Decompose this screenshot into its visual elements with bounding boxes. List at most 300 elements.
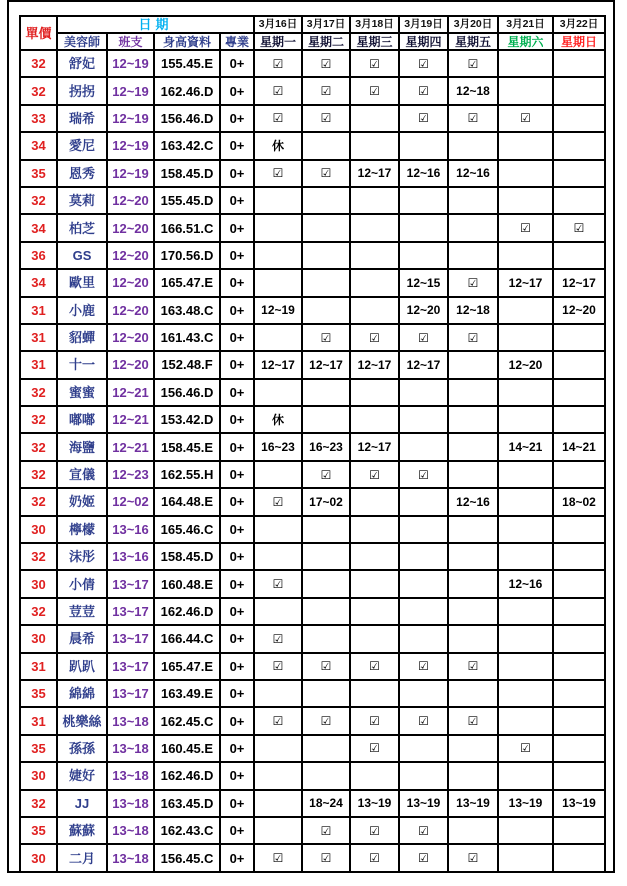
schedule-cell: ☑: [302, 160, 350, 187]
schedule-cell: [553, 817, 605, 844]
table-row: [20, 790, 605, 817]
shift-cell: 12~21: [107, 379, 154, 406]
schedule-cell: ☑: [254, 488, 302, 515]
schedule-cell: [302, 762, 350, 789]
schedule-cell: [350, 187, 399, 214]
schedule-cell: [553, 132, 605, 159]
price-cell: 33: [20, 105, 57, 132]
specialty-cell: 0+: [220, 132, 254, 159]
schedule-cell: [553, 844, 605, 871]
schedule-cell: ☑: [350, 50, 399, 77]
schedule-cell: [302, 543, 350, 570]
schedule-cell: ☑: [350, 707, 399, 734]
schedule-cell: [350, 598, 399, 625]
name-cell: 貂蟬: [57, 324, 107, 351]
schedule-cell: [553, 105, 605, 132]
schedule-cell: [399, 242, 448, 269]
schedule-cell: [448, 379, 498, 406]
shift-cell: 12~19: [107, 105, 154, 132]
profile-cell: 162.46.D: [154, 77, 220, 104]
schedule-cell: [448, 762, 498, 789]
schedule-cell: ☑: [254, 625, 302, 652]
name-cell: 沫彤: [57, 543, 107, 570]
schedule-cell: [302, 735, 350, 762]
schedule-cell: [302, 214, 350, 241]
table-row: [20, 680, 605, 707]
specialty-cell: 0+: [220, 516, 254, 543]
shift-cell: 13~18: [107, 762, 154, 789]
schedule-cell: [254, 762, 302, 789]
schedule-cell: [254, 379, 302, 406]
schedule-cell: [399, 187, 448, 214]
schedule-cell: ☑: [448, 707, 498, 734]
schedule-cell: [553, 351, 605, 378]
schedule-cell: [302, 132, 350, 159]
beautician-header: 美容師: [57, 33, 107, 50]
shift-cell: 12~21: [107, 406, 154, 433]
schedule-cell: 13~19: [448, 790, 498, 817]
price-cell: 30: [20, 762, 57, 789]
schedule-cell: 13~19: [399, 790, 448, 817]
schedule-cell: ☑: [254, 105, 302, 132]
weekday-header: 星期五: [448, 33, 498, 50]
date-header: 3月20日: [448, 16, 498, 33]
schedule-cell: ☑: [350, 461, 399, 488]
specialty-cell: 0+: [220, 570, 254, 597]
schedule-cell: [498, 50, 553, 77]
name-cell: 愛尼: [57, 132, 107, 159]
schedule-cell: [553, 680, 605, 707]
profile-cell: 158.45.D: [154, 543, 220, 570]
schedule-cell: ☑: [350, 817, 399, 844]
schedule-cell: [553, 516, 605, 543]
schedule-cell: 12~20: [498, 351, 553, 378]
header-row-subcolumns: [20, 33, 605, 50]
price-cell: 32: [20, 461, 57, 488]
schedule-cell: [254, 735, 302, 762]
price-cell: 31: [20, 324, 57, 351]
name-cell: GS: [57, 242, 107, 269]
schedule-cell: ☑: [302, 50, 350, 77]
profile-cell: 165.47.E: [154, 653, 220, 680]
profile-cell: 165.47.E: [154, 269, 220, 296]
schedule-cell: ☑: [302, 707, 350, 734]
schedule-cell: ☑: [350, 77, 399, 104]
name-cell: 嘟嘟: [57, 406, 107, 433]
schedule-cell: 12~17: [553, 269, 605, 296]
schedule-cell: [498, 762, 553, 789]
schedule-cell: ☑: [448, 653, 498, 680]
schedule-cell: 12~17: [350, 160, 399, 187]
specialty-cell: 0+: [220, 297, 254, 324]
price-cell: 32: [20, 488, 57, 515]
profile-cell: 152.48.F: [154, 351, 220, 378]
schedule-cell: [399, 214, 448, 241]
shift-cell: 13~18: [107, 735, 154, 762]
schedule-cell: ☑: [350, 844, 399, 871]
schedule-cell: [498, 160, 553, 187]
schedule-cell: ☑: [350, 735, 399, 762]
table-row: [20, 844, 605, 871]
profile-cell: 161.43.C: [154, 324, 220, 351]
profile-cell: 153.42.D: [154, 406, 220, 433]
specialty-cell: 0+: [220, 844, 254, 871]
schedule-cell: 12~17: [498, 269, 553, 296]
table-row: [20, 324, 605, 351]
table-row: [20, 351, 605, 378]
specialty-cell: 0+: [220, 488, 254, 515]
profile-cell: 164.48.E: [154, 488, 220, 515]
price-cell: 30: [20, 516, 57, 543]
schedule-cell: ☑: [254, 50, 302, 77]
name-cell: JJ: [57, 790, 107, 817]
schedule-cell: ☑: [399, 77, 448, 104]
shift-cell: 13~17: [107, 570, 154, 597]
schedule-cell: 14~21: [498, 433, 553, 460]
price-cell: 31: [20, 297, 57, 324]
schedule-cell: 18~02: [553, 488, 605, 515]
table-row: [20, 406, 605, 433]
table-row: [20, 379, 605, 406]
schedule-cell: [254, 680, 302, 707]
price-cell: 35: [20, 160, 57, 187]
name-cell: 小鹿: [57, 297, 107, 324]
schedule-cell: [254, 461, 302, 488]
schedule-cell: [448, 570, 498, 597]
schedule-cell: [448, 242, 498, 269]
profile-cell: 163.42.C: [154, 132, 220, 159]
schedule-cell: [399, 680, 448, 707]
schedule-cell: [553, 707, 605, 734]
schedule-cell: [553, 570, 605, 597]
table-row: [20, 242, 605, 269]
schedule-cell: [302, 379, 350, 406]
shift-cell: 13~17: [107, 653, 154, 680]
schedule-cell: [254, 790, 302, 817]
schedule-cell: ☑: [498, 214, 553, 241]
shift-cell: 12~20: [107, 269, 154, 296]
date-header: 3月17日: [302, 16, 350, 33]
specialty-cell: 0+: [220, 598, 254, 625]
weekday-header: 星期三: [350, 33, 399, 50]
schedule-cell: 13~19: [553, 790, 605, 817]
specialty-cell: 0+: [220, 406, 254, 433]
schedule-cell: ☑: [254, 653, 302, 680]
name-cell: 荳荳: [57, 598, 107, 625]
schedule-cell: [448, 433, 498, 460]
schedule-cell: [553, 598, 605, 625]
schedule-cell: [498, 406, 553, 433]
shift-cell: 12~19: [107, 77, 154, 104]
schedule-cell: [399, 132, 448, 159]
profile-cell: 160.48.E: [154, 570, 220, 597]
schedule-cell: [350, 242, 399, 269]
schedule-table-body: [20, 50, 605, 872]
schedule-cell: 12~19: [254, 297, 302, 324]
schedule-cell: [350, 214, 399, 241]
profile-cell: 158.45.E: [154, 433, 220, 460]
schedule-cell: [350, 625, 399, 652]
schedule-cell: [498, 187, 553, 214]
name-cell: 奶姬: [57, 488, 107, 515]
schedule-cell: 12~15: [399, 269, 448, 296]
schedule-cell: [254, 269, 302, 296]
schedule-cell: [399, 625, 448, 652]
table-row: [20, 625, 605, 652]
specialty-cell: 0+: [220, 269, 254, 296]
name-cell: 婕好: [57, 762, 107, 789]
schedule-cell: ☑: [302, 461, 350, 488]
schedule-cell: [498, 817, 553, 844]
profile-cell: 158.45.D: [154, 160, 220, 187]
schedule-cell: [399, 488, 448, 515]
schedule-cell: [302, 570, 350, 597]
profile-cell: 170.56.D: [154, 242, 220, 269]
schedule-cell: [399, 379, 448, 406]
schedule-cell: ☑: [350, 653, 399, 680]
shift-cell: 12~20: [107, 351, 154, 378]
schedule-cell: [350, 132, 399, 159]
schedule-cell: [448, 214, 498, 241]
schedule-cell: [553, 379, 605, 406]
price-cell: 36: [20, 242, 57, 269]
schedule-cell: ☑: [254, 844, 302, 871]
profile-cell: 162.55.H: [154, 461, 220, 488]
schedule-cell: 12~16: [448, 160, 498, 187]
specialty-cell: 0+: [220, 379, 254, 406]
price-cell: 34: [20, 269, 57, 296]
table-row: [20, 214, 605, 241]
header-row-dates: [20, 16, 605, 33]
schedule-cell: 12~17: [254, 351, 302, 378]
schedule-cell: [399, 570, 448, 597]
schedule-cell: [498, 680, 553, 707]
shift-cell: 13~17: [107, 598, 154, 625]
schedule-cell: ☑: [254, 160, 302, 187]
profile-cell: 162.46.D: [154, 762, 220, 789]
name-cell: 歐里: [57, 269, 107, 296]
unit-price-header: 單價: [20, 16, 57, 50]
schedule-cell: ☑: [302, 324, 350, 351]
schedule-cell: [498, 488, 553, 515]
shift-cell: 12~20: [107, 187, 154, 214]
name-cell: 恩秀: [57, 160, 107, 187]
table-row: [20, 105, 605, 132]
schedule-cell: [498, 543, 553, 570]
table-row: [20, 433, 605, 460]
schedule-cell: [498, 379, 553, 406]
name-cell: 蜜蜜: [57, 379, 107, 406]
schedule-cell: 12~18: [448, 77, 498, 104]
name-cell: 拐拐: [57, 77, 107, 104]
specialty-cell: 0+: [220, 160, 254, 187]
table-row: [20, 570, 605, 597]
table-row: [20, 297, 605, 324]
table-row: [20, 653, 605, 680]
schedule-cell: [448, 406, 498, 433]
shift-cell: 12~19: [107, 160, 154, 187]
price-cell: 32: [20, 790, 57, 817]
schedule-cell: [448, 516, 498, 543]
shift-cell: 13~16: [107, 516, 154, 543]
schedule-cell: [553, 242, 605, 269]
schedule-cell: [448, 680, 498, 707]
name-cell: 趴趴: [57, 653, 107, 680]
specialty-cell: 0+: [220, 680, 254, 707]
schedule-cell: 16~23: [254, 433, 302, 460]
shift-cell: 12~21: [107, 433, 154, 460]
specialty-cell: 0+: [220, 461, 254, 488]
name-cell: 十一: [57, 351, 107, 378]
schedule-cell: [254, 817, 302, 844]
shift-cell: 12~20: [107, 242, 154, 269]
schedule-cell: [498, 598, 553, 625]
table-row: [20, 598, 605, 625]
schedule-cell: ☑: [448, 844, 498, 871]
schedule-cell: 13~19: [498, 790, 553, 817]
schedule-cell: ☑: [448, 50, 498, 77]
name-cell: 桃樂絲: [57, 707, 107, 734]
shift-cell: 12~23: [107, 461, 154, 488]
table-row: [20, 50, 605, 77]
specialty-cell: 0+: [220, 735, 254, 762]
schedule-cell: ☑: [302, 77, 350, 104]
schedule-cell: [498, 707, 553, 734]
schedule-cell: [448, 351, 498, 378]
schedule-cell: ☑: [498, 105, 553, 132]
price-cell: 34: [20, 214, 57, 241]
profile-cell: 156.46.D: [154, 105, 220, 132]
weekday-header: 星期一: [254, 33, 302, 50]
schedule-cell: [350, 488, 399, 515]
shift-header: 班支: [107, 33, 154, 50]
price-cell: 35: [20, 680, 57, 707]
schedule-cell: [254, 598, 302, 625]
schedule-cell: [302, 187, 350, 214]
name-cell: 柏芝: [57, 214, 107, 241]
specialty-cell: 0+: [220, 433, 254, 460]
specialty-cell: 0+: [220, 817, 254, 844]
schedule-cell: [350, 269, 399, 296]
table-row: [20, 735, 605, 762]
shift-cell: 13~17: [107, 680, 154, 707]
specialty-cell: 0+: [220, 77, 254, 104]
name-cell: 海鹽: [57, 433, 107, 460]
table-row: [20, 461, 605, 488]
table-row: [20, 77, 605, 104]
profile-cell: 162.46.D: [154, 598, 220, 625]
shift-cell: 12~19: [107, 132, 154, 159]
schedule-cell: ☑: [448, 105, 498, 132]
schedule-cell: ☑: [448, 324, 498, 351]
specialty-header: 專業: [220, 33, 254, 50]
schedule-cell: ☑: [302, 105, 350, 132]
schedule-cell: [302, 625, 350, 652]
price-cell: 35: [20, 735, 57, 762]
shift-cell: 13~17: [107, 625, 154, 652]
date-header: 3月21日: [498, 16, 553, 33]
schedule-cell: [350, 105, 399, 132]
schedule-cell: [553, 160, 605, 187]
schedule-cell: [350, 406, 399, 433]
schedule-cell: [254, 242, 302, 269]
weekday-header: 星期二: [302, 33, 350, 50]
schedule-cell: [553, 324, 605, 351]
schedule-cell: [448, 461, 498, 488]
shift-cell: 13~18: [107, 790, 154, 817]
price-cell: 32: [20, 77, 57, 104]
date-header: 3月19日: [399, 16, 448, 33]
schedule-cell: [399, 516, 448, 543]
schedule-cell: [302, 297, 350, 324]
schedule-cell: 12~18: [448, 297, 498, 324]
weekday-header: 星期四: [399, 33, 448, 50]
profile-header: 身高資料: [154, 33, 220, 50]
price-cell: 31: [20, 351, 57, 378]
price-cell: 32: [20, 543, 57, 570]
price-cell: 31: [20, 653, 57, 680]
price-cell: 34: [20, 132, 57, 159]
specialty-cell: 0+: [220, 653, 254, 680]
name-cell: 宣儀: [57, 461, 107, 488]
profile-cell: 162.45.C: [154, 707, 220, 734]
name-cell: 晨希: [57, 625, 107, 652]
table-row: [20, 187, 605, 214]
schedule-cell: [553, 50, 605, 77]
table-row: [20, 132, 605, 159]
name-cell: 檸檬: [57, 516, 107, 543]
schedule-cell: 12~17: [302, 351, 350, 378]
shift-cell: 13~18: [107, 844, 154, 871]
table-row: [20, 516, 605, 543]
schedule-cell: 休: [254, 406, 302, 433]
schedule-cell: [399, 735, 448, 762]
name-cell: 孫孫: [57, 735, 107, 762]
schedule-cell: [553, 762, 605, 789]
schedule-cell: 休: [254, 132, 302, 159]
profile-cell: 160.45.E: [154, 735, 220, 762]
schedule-cell: [498, 324, 553, 351]
schedule-cell: [399, 406, 448, 433]
price-cell: 32: [20, 379, 57, 406]
schedule-cell: [350, 762, 399, 789]
schedule-cell: 16~23: [302, 433, 350, 460]
specialty-cell: 0+: [220, 762, 254, 789]
schedule-cell: [254, 214, 302, 241]
schedule-cell: 17~02: [302, 488, 350, 515]
schedule-cell: [302, 598, 350, 625]
price-cell: 30: [20, 570, 57, 597]
schedule-cell: [254, 543, 302, 570]
profile-cell: 166.44.C: [154, 625, 220, 652]
schedule-cell: [254, 187, 302, 214]
schedule-cell: ☑: [399, 50, 448, 77]
profile-cell: 163.49.E: [154, 680, 220, 707]
schedule-cell: ☑: [399, 105, 448, 132]
shift-cell: 13~18: [107, 707, 154, 734]
schedule-cell: ☑: [302, 653, 350, 680]
schedule-cell: [448, 543, 498, 570]
schedule-cell: [553, 543, 605, 570]
date-header: 3月22日: [553, 16, 605, 33]
shift-cell: 12~20: [107, 297, 154, 324]
price-cell: 32: [20, 187, 57, 214]
date-header: 3月16日: [254, 16, 302, 33]
schedule-cell: [448, 817, 498, 844]
specialty-cell: 0+: [220, 707, 254, 734]
schedule-cell: [553, 735, 605, 762]
shift-cell: 12~20: [107, 324, 154, 351]
